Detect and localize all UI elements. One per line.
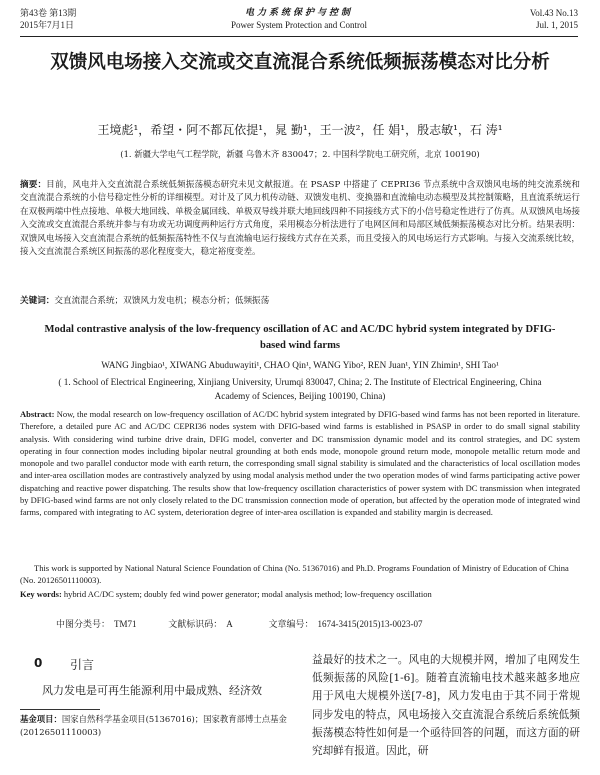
header-journal-cn: 电力系统保护与控制 [244, 8, 353, 18]
header-date-en: Jul. 1, 2015 [535, 20, 578, 30]
classification-line [56, 617, 580, 630]
running-header [20, 6, 578, 37]
keywords-chinese-text: 交直流混合系统；双馈风力发电机；模态分析；低频振荡 [54, 296, 270, 306]
keywords-english-label: Key words: [20, 589, 62, 599]
affiliation-english: ( 1. School of Electrical Engineering, Xinjiang University, Urumqi 830047, China; 2. The Institute of Electrical Engineering, China Academy of Sciences, Beijing 100190, China) [58, 377, 542, 401]
affiliation-chinese: (1. 新疆大学电气工程学院，新疆 乌鲁木齐 830047；2. 中国科学院电工研究所，北京 100190) [120, 149, 480, 159]
section-title: 引言 [70, 658, 95, 672]
header-right [530, 7, 578, 31]
intro-right-text: 益最好的技术之一。风电的大规模并网，增加了电网发生低频振荡的风险[1-6]。随着直流输电技术越来越多地应用于风电大规模外送[7-8]，风力发电由于其不同于常规同步发电的特点，风电场接入交直流混合系统后系统低频振荡模态特性如何是一个亟待回答的问题，而这方面的研究却鲜有报道。因此，研 [312, 654, 580, 758]
abstract-chinese-label: 摘要： [20, 180, 47, 190]
article-number-label: 文章编号： [268, 620, 314, 630]
header-volume-cn: 第43卷 第13期 [20, 8, 77, 18]
title-english: Modal contrastive analysis of the low-frequency oscillation of AC and AC/DC hybrid system integrated by DFIG-based wind farms [44, 324, 556, 351]
footnote-label: 基金项目： [20, 714, 62, 724]
abstract-english [20, 408, 580, 519]
funding-english: This work is supported by National Natural Science Foundation of China (No. 51367016) and Ph.D. Programs Foundation of Ministry of Education of China (No. 20126501110003). [20, 563, 569, 586]
clc-label: 中图分类号： [56, 620, 111, 630]
article-number-value: 1674-3415(2015)13-0023-07 [317, 619, 423, 629]
abstract-english-text: Now, the modal research on low-frequency oscillation of AC/DC hybrid system integrated by DFIG-based wind farms has not been reported in literature. Therefore, a detailed pure AC and AC/DC CEPRI36 nodes system with DFIG-based wind farms is established in PSASP in order to do small signal stability analysis. With considering wind turbine drive drain, DFIG model, converter and DC transmission dynamic model and its control strategies, and DC system operating in four connection modes including bipolar neutral grounding at both ends mode, monopole ground return mode, monopole metallic return mode and monopole and two parallel conductor mode with earth return, the corresponding small signal stability is simulated and the characteristics of local oscillation modes and inter-area oscillation modes are contrastively analyzed by using modal analysis method under the two operation modes of wind farms participating active power dispatching and reactive power dispatching. The results show that low-frequency oscillation characteristics of power system with DC transmission when integrated by DFIG-based wind farms are not only closely related to the DC transmission connection mode of operation, but affected by the operation mode of integrated wind farms, compared with integrating to AC system, deterioration degree of inter-area oscillation is expanded and stability margin is decreased. [20, 409, 580, 518]
doc-code-label: 文献标识码： [168, 620, 223, 630]
abstract-english-label: Abstract: [20, 409, 55, 419]
header-journal-en: Power System Protection and Control [231, 20, 367, 30]
header-center [20, 7, 578, 31]
abstract-chinese-text: 目前，风电并入交直流混合系统低频振荡模态研究未见文献报道。在 PSASP 中搭建了 CEPRI36 节点系统中含双馈风电场的纯交流系统和交直流混合系统的小信号稳定性分析的详细模型。对计及了风力机传动链、双馈发电机、变换器和直流输电动态模型及其控制策略，且直流系统运行在双极两端中性点接地、单极大地回线、单极金属回线、单极双导线并联大地回线四种不同接线方式下的小信号稳定性进行了仿真。从双馈风电场接入交流或交直流混合系统并参与有功或无功调度两种运行方式角度，采用模态分析法进行了电网区间和局部区域低频振荡模态对比分析。结果表明：双馈风电场接入交直流混合系统的低频振荡特性不仅与直流输电运行接线方式存在关系，而且受接入的风电场运行方式影响。与接入交流系统比较，接入交直流混合系统区间振荡的恶化程度变大，稳定裕度变差。 [20, 180, 580, 258]
clc-value: TM71 [114, 619, 137, 629]
intro-left-text: 风力发电是可再生能源利用中最成熟、经济效 [42, 684, 262, 697]
section-number: 0 [34, 656, 43, 670]
funding-footnote [20, 713, 288, 739]
footnote-rule [20, 709, 100, 710]
keywords-chinese [20, 294, 580, 306]
title-chinese: 双馈风电场接入交流或交直流混合系统低频振荡模态对比分析 [50, 52, 550, 73]
keywords-english [20, 589, 580, 599]
header-date-cn: 2015年7月1日 [20, 20, 75, 30]
keywords-english-text: hybrid AC/DC system; doubly fed wind power generator; modal analysis method; low-frequency oscillation [63, 589, 432, 599]
doc-code-value: A [226, 619, 233, 629]
keywords-chinese-label: 关键词： [20, 296, 55, 306]
header-volume-en: Vol.43 No.13 [529, 8, 578, 18]
authors-english: WANG Jingbiao¹, XIWANG Abuduwayiti¹, CHAO Qin¹, WANG Yibo², REN Juan¹, YIN Zhimin¹, SHI Tao¹ [101, 360, 499, 370]
authors-chinese: 王境彪¹，希望・阿不都瓦依提¹，晁 勤¹，王一波²，任 娟¹，殷志敏¹，石 涛¹ [97, 123, 503, 137]
footnote-text: 国家自然科学基金项目(51367016)；国家教育部博士点基金(20126501110003) [20, 714, 287, 737]
abstract-chinese [20, 179, 580, 259]
